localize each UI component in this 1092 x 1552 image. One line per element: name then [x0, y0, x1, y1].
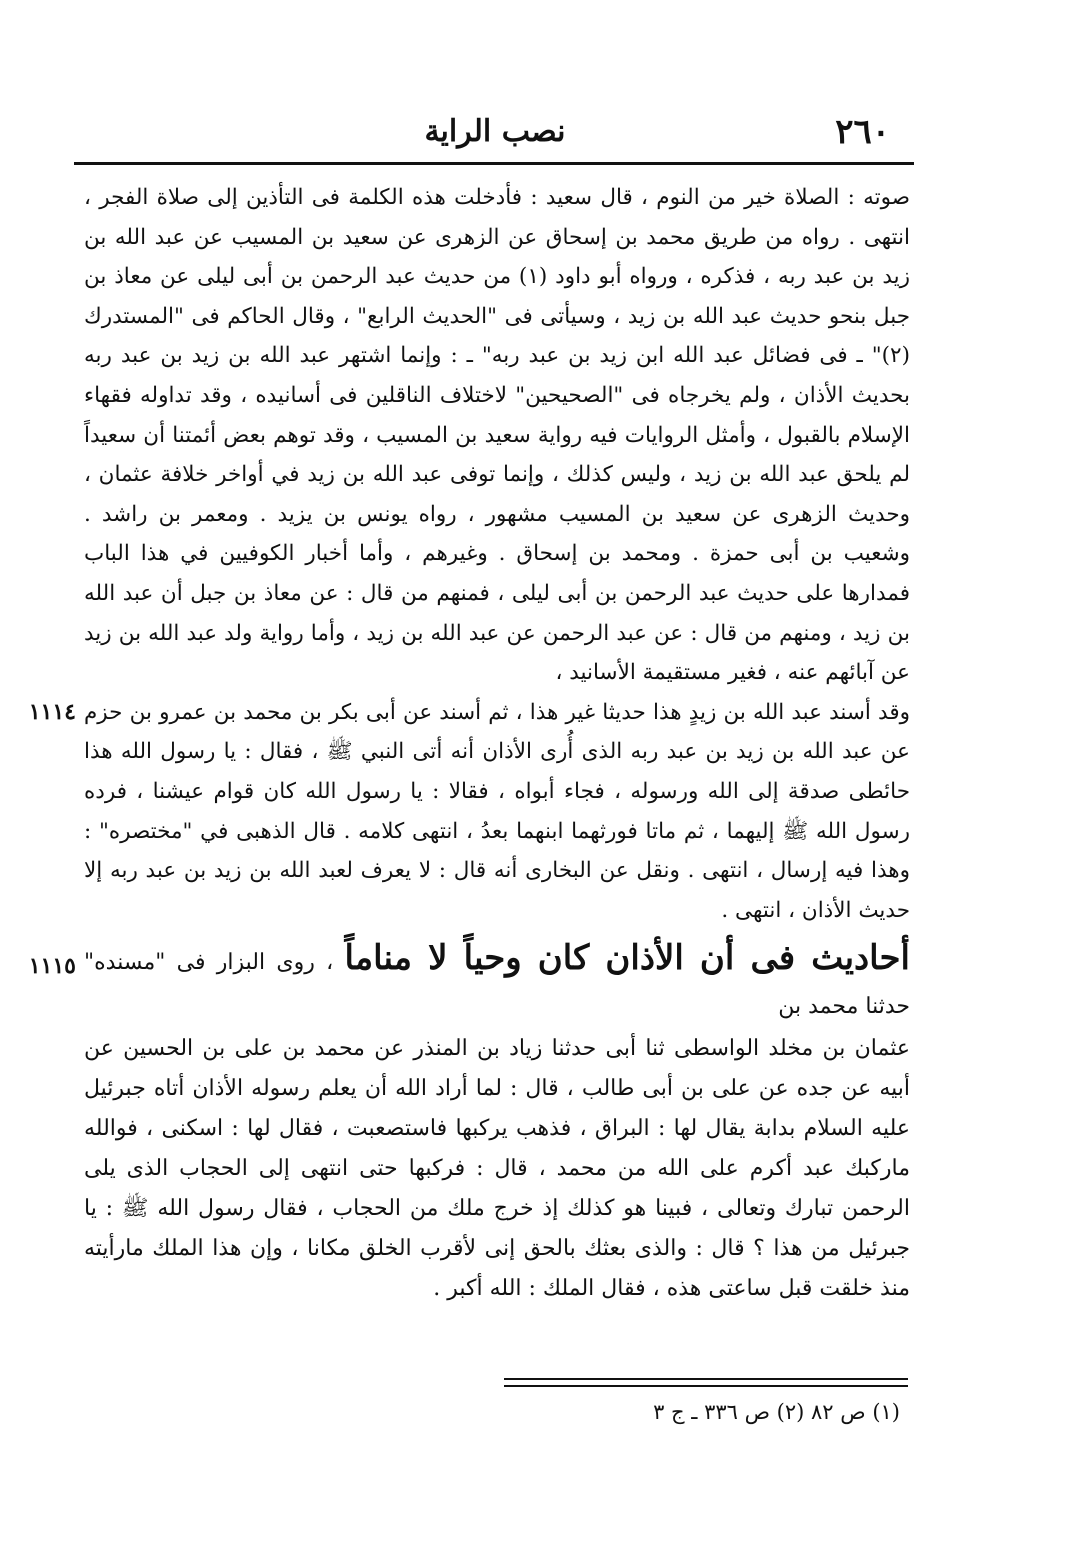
- hadith-number-1115: ١١١٥: [28, 953, 76, 980]
- hadith-1114: [28, 693, 910, 931]
- footnote-rule: [504, 1378, 908, 1380]
- footnote-rule-double: [504, 1385, 908, 1387]
- footnotes: (١) ص ٨٢ (٢) ص ٣٣٦ ـ ج ٣: [653, 1400, 900, 1424]
- hadith-1114-text: وقد أسند عبد الله بن زيدٍ هذا حديثا غير هذا ، ثم أسند عن أبى بكر بن محمد بن عمرو بن حزم عن عبد الله بن زيد بن عبد ربه الذى أُرى الأذان أنه أتى النبي ﷺ ، فقال : يا رسول الله هذا حائطى صدقة إلى الله ورسوله ، فجاء أبواه ، فقالا : يا رسول الله كان قوام عيشنا ، فرده رسول الله ﷺ إليهما ، ثم ماتا فورثهما ابنهما بعدُ ، انتهى كلامه . قال الذهبى في "مختصره" : وهذا فيه إرسال ، انتهى . ونقل عن البخارى أنه قال : لا يعرف لعبد الله بن زيد بن عبد ربه إلا حديث الأذان ، انتهى .: [84, 699, 910, 923]
- hadith-1115: [28, 936, 911, 1309]
- chapter-lead: ، روى البزار فى "مسنده" حدثنا محمد بن: [84, 950, 910, 1020]
- intro-text: صوته : الصلاة خير من النوم ، قال سعيد : فأدخلت هذه الكلمة فى التأذين إلى صلاة الفجر ، انتهى . رواه من طريق محمد بن إسحاق عن الزهرى عن سعيد بن المسيب عن عبد الله بن زيد بن عبد ربه ، فذكره ، ورواه أبو داود (١) من حديث عبد الرحمن بن أبى ليلى عن معاذ بن جبل بنحو حديث عبد الله بن زيد ، وسيأتى فى "الحديث الرابع" ، وقال الحاكم فى "المستدرك (٢)" ـ فى فضائل عبد الله ابن زيد بن عبد ربه" ـ : وإنما اشتهر عبد الله بن زيد بن عبد ربه بحديث الأذان ، ولم يخرجاه فى "الصحيحين" لاختلاف الناقلين فى أسانيده ، وقد تداوله فقهاء الإسلام بالقبول ، وأمثل الروايات فيه رواية سعيد بن المسيب ، وقد توهم بعض أئمتنا أن سعيداً لم يلحق عبد الله بن زيد ، وليس كذلك ، وإنما توفى عبد الله بن زيد في أواخر خلافة عثمان ، وحديث الزهرى عن سعيد بن المسيب مشهور ، رواه يونس بن يزيد . ومعمر بن راشد . وشعيب بن أبى حمزة . ومحمد بن إسحاق . وغيرهم ، وأما أخبار الكوفيين في هذا الباب فمدارها على حديث عبد الرحمن بن أبى ليلى ، فمنهم من قال : عن معاذ بن جبل أن عبد الله بن زيد ، ومنهم من قال : عن عبد الرحمن عن عبد الله بن زيد ، وأما رواية ولد عبد الله بن زيد عن آبائهم عنه ، فغير مستقيمة الأسانيد ،: [84, 185, 910, 686]
- hadith-1115-heading: [84, 936, 910, 1029]
- intro-paragraph: [84, 178, 910, 693]
- hadith-1115-text: عثمان بن مخلد الواسطى ثنا أبى حدثنا زياد بن المنذر عن محمد بن على بن الحسين عن أبيه عن جده عن على بن أبى طالب ، قال : لما أراد الله أن يعلم رسوله الأذان أتاه جبرئيل عليه السلام بدابة يقال لها : البراق ، فذهب يركبها فاستصعبت ، فقال لها : اسكنى ، فوالله ماركبك عبد أكرم على الله من محمد ، قال : فركبها حتى انتهى إلى الحجاب الذى يلى الرحمن تبارك وتعالى ، فبينا هو كذلك إذ خرج ملك من الحجاب ، فقال رسول الله ﷺ : يا جبرئيل من هذا ؟ قال : والذى بعثك بالحق إنى لأقرب الخلق مكانا ، وإن هذا الملك مارأيته منذ خلقت قبل ساعتى هذه ، فقال الملك : الله أكبر .: [84, 1036, 910, 1302]
- chapter-title: أحاديث فى أن الأذان كان وحياً لا مناماً: [344, 938, 911, 979]
- body-text: [28, 178, 911, 1309]
- page-number: ٢٦٠: [835, 112, 890, 152]
- header-rule: [74, 162, 914, 165]
- book-title: نصب الراية: [424, 114, 566, 149]
- hadith-number-1114: ١١١٤: [28, 698, 76, 725]
- running-header: [80, 100, 910, 160]
